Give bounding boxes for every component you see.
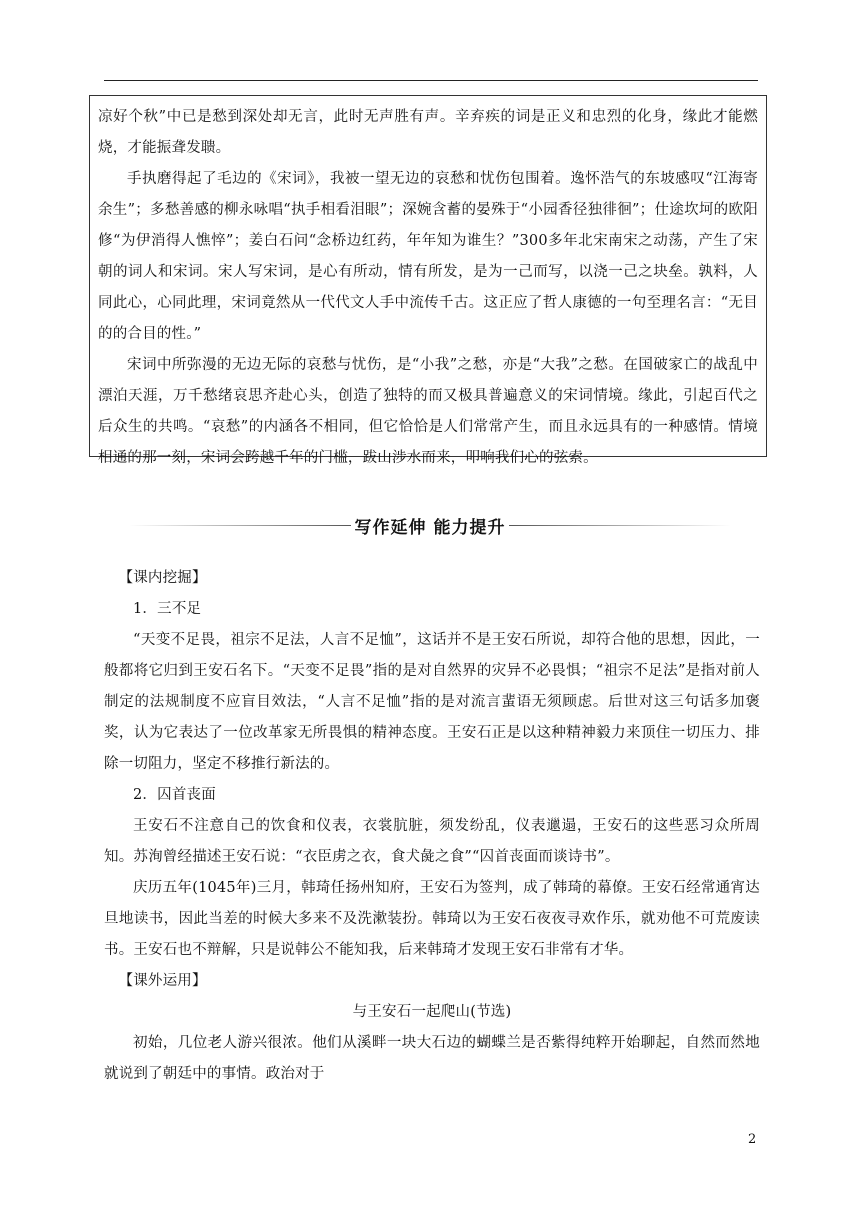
section-heading-text: 写作延伸 能力提升 [354, 517, 506, 538]
article-text: 初始，几位老人游兴很浓。他们从溪畔一块大石边的蝴蝶兰是否紫得纯粹开始聊起，自然而然地就说到了朝廷中的事情。政治对于 [104, 1035, 760, 1082]
item-2-title: 2．囚首丧面 [133, 787, 216, 803]
box-paragraph-1: 凉好个秋”中已是愁到深处却无言，此时无声胜有声。辛弃疾的词是正义和忠烈的化身，缘此才能燃烧，才能振聋发聩。 [98, 109, 758, 156]
box-paragraph-3: 宋词中所弥漫的无边无际的哀愁与忧伤，是“小我”之愁，亦是“大我”之愁。在国破家亡的战乱中漂泊天涯，万千愁绪哀思齐赴心头，创造了独特的而又极具普遍意义的宋词情境。缘此，引起百代之后众生的共鸣。“哀愁”的内涵各不相同，但它恰恰是人们常常产生，而且永远具有的一种感情。情境相通的那一刻，宋词会跨越千年的门槛，跋山涉水而来，叩响我们心的弦索。 [98, 357, 758, 466]
item-1-title: 1．三不足 [133, 601, 202, 617]
label-out-class: 【课外运用】 [118, 973, 207, 989]
box-paragraph-2: 手执磨得起了毛边的《宋词》，我被一望无边的哀愁和忧伤包围着。逸怀浩气的东坡感叹“江海寄余生”；多愁善感的柳永咏唱“执手相看泪眼”；深婉含蓄的晏殊于“小园香径独徘徊”；仕途坎坷的欧阳修“为伊消得人憔悴”；姜白石问“念桥边红药，年年知为谁生？”300多年北宋南宋之动荡，产生了宋朝的词人和宋词。宋人写宋词，是心有所动，情有所发，是为一己而写，以浇一己之块垒。孰料，人同此心，心同此理，宋词竟然从一代代文人手中流传千古。这正应了哲人康德的一句至理名言：“无目的的合目的性。” [98, 171, 758, 342]
excerpt-box [89, 95, 767, 466]
page-number: 2 [748, 1132, 757, 1147]
header-rule [104, 80, 758, 81]
main-section [104, 563, 760, 1090]
label-in-class: 【课内挖掘】 [118, 570, 207, 586]
heading-rule-left [130, 525, 351, 526]
section-heading [130, 505, 730, 545]
item-2-text-1: 王安石不注意自己的饮食和仪表，衣裳肮脏，须发纷乱，仪表邋遢，王安石的这些恶习众所周知。苏洵曾经描述王安石说：“衣臣虏之衣，食犬彘之食”“囚首丧面而谈诗书”。 [104, 818, 760, 865]
heading-rule-right [509, 525, 730, 526]
item-2-text-2: 庆历五年(1045年)三月，韩琦任扬州知府，王安石为签判，成了韩琦的幕僚。王安石经常通宵达旦地读书，因此当差的时候大多来不及洗漱装扮。韩琦以为王安石夜夜寻欢作乐，就劝他不可荒废读书。王安石也不辩解，只是说韩公不能知我，后来韩琦才发现王安石非常有才华。 [104, 880, 760, 958]
item-1-text: “天变不足畏，祖宗不足法，人言不足恤”，这话并不是王安石所说，却符合他的思想，因此，一般都将它归到王安石名下。“天变不足畏”指的是对自然界的灾异不必畏惧；“祖宗不足法”是指对前人制定的法规制度不应盲目效法，“人言不足恤”指的是对流言蜚语无须顾虑。后世对这三句话多加褒奖，认为它表达了一位改革家无所畏惧的精神态度。王安石正是以这种精神毅力来顶住一切压力、排除一切阻力，坚定不移推行新法的。 [104, 632, 760, 772]
article-title: 与王安石一起爬山(节选) [352, 1004, 512, 1020]
